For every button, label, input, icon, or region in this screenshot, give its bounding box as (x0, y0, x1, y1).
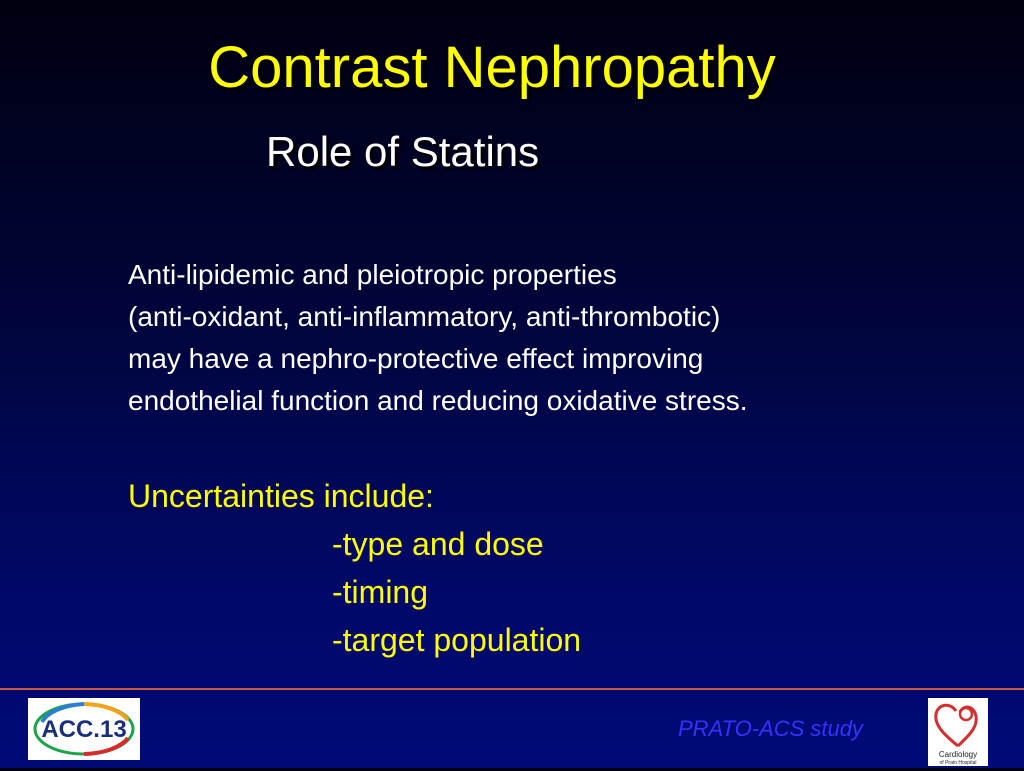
heart-icon (928, 698, 988, 766)
uncertainties-list (128, 472, 828, 664)
acc13-logo-icon (28, 698, 140, 760)
footer-divider (0, 688, 1024, 690)
uncertainty-item: -timing (332, 574, 429, 610)
acc13-logo-text: ACC.13 (41, 716, 127, 743)
acc13-logo (28, 698, 140, 760)
slide-title: Contrast Nephropathy (208, 35, 776, 100)
logo-line2: of Prato Hospital (939, 760, 977, 766)
body-line: (anti-oxidant, anti-inflammatory, anti-thrombotic) (128, 301, 721, 332)
prato-cardiology-logo (928, 698, 988, 766)
body-line: Anti-lipidemic and pleiotropic properties (128, 259, 617, 290)
body-line: endothelial function and reducing oxidative stress. (128, 385, 748, 416)
logo-line1: Cardiology (938, 750, 978, 759)
body-paragraph (128, 254, 928, 422)
slide-subtitle: Role of Statins (266, 128, 540, 175)
study-label: PRATO-ACS study (678, 716, 864, 741)
uncertainties-heading: Uncertainties include: (128, 478, 434, 514)
uncertainty-item: -target population (332, 622, 582, 658)
uncertainty-item: -type and dose (332, 526, 544, 562)
body-line: may have a nephro-protective effect improving (128, 343, 704, 374)
